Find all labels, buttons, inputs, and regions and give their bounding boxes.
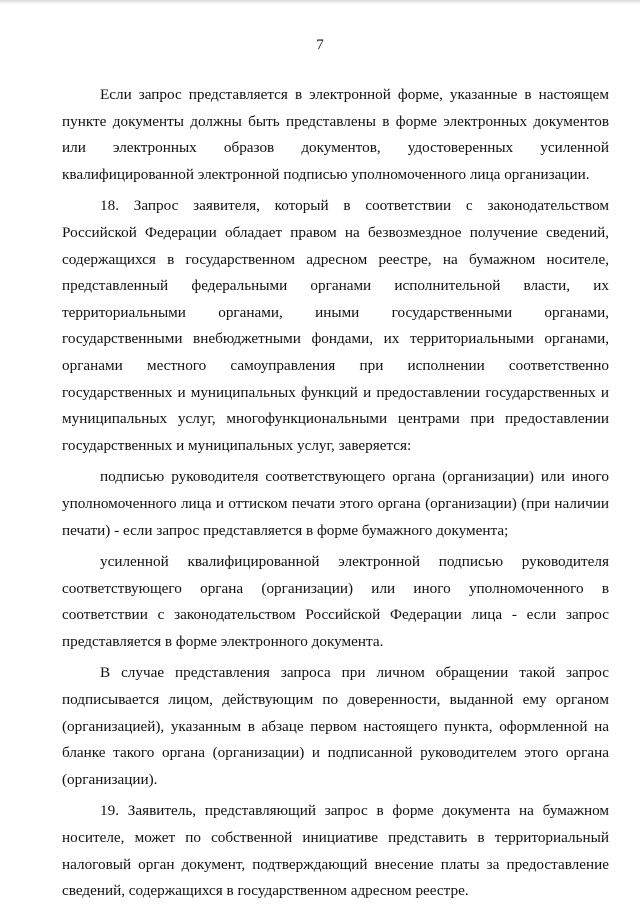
paragraph-paper-signature: подписью руководителя соответствующего органа (организации) или иного уполномоченного лица и оттиском печати этого органа (организации) (при наличии печати) - если запрос представляется в форме бумажного документа;	[62, 468, 609, 539]
paragraph-personal-submission: В случае представления запроса при личном обращении такой запрос подписывается лицом, действующим по доверенности, выданной ему органом (организацией), указанным в абзаце первом настоящего пункта, оформленной на бланке такого органа (организации) и подписанной руководителем этого органа (организации).	[62, 664, 609, 788]
page-number: 7	[316, 37, 324, 53]
scan-edge	[0, 0, 640, 4]
paragraph-electronic-form: Если запрос представляется в электронной форме, указанные в настоящем пункте документы должны быть представлены в форме электронных документов или электронных образов документов, удостоверенных усиленной квалифицированной электронной подписью уполномоченного лица организации.	[62, 86, 609, 183]
document-body	[62, 82, 609, 905]
paragraph-item-19: 19. Заявитель, представляющий запрос в форме документа на бумажном носителе, может по собственной инициативе представить в территориальный налоговый орган документ, подтверждающий внесение платы за предоставление сведений, содержащихся в государственном адресном реестре.	[62, 802, 609, 900]
paragraph-electronic-signature: усиленной квалифицированной электронной подписью руководителя соответствующего органа (организации) или иного уполномоченного в соответствии с законодательством Российской Федерации лица - если запрос представляется в форме электронного документа.	[62, 553, 609, 650]
paragraph-item-18: 18. Запрос заявителя, который в соответствии с законодательством Российской Федерации обладает правом на безвозмездное получение сведений, содержащихся в государственном адресном реестре, на бумажном носителе, представленный федеральными органами исполнительной власти, их территориальными органами, иными государственными органами, государственными внебюджетными фондами, их территориальными органами, органами местного самоуправления при исполнении соответственно государственных и муниципальных функций и предоставлении государственных и муниципальных услуг, многофункциональными центрами при предоставлении государственных и муниципальных услуг, заверяется:	[62, 197, 609, 454]
